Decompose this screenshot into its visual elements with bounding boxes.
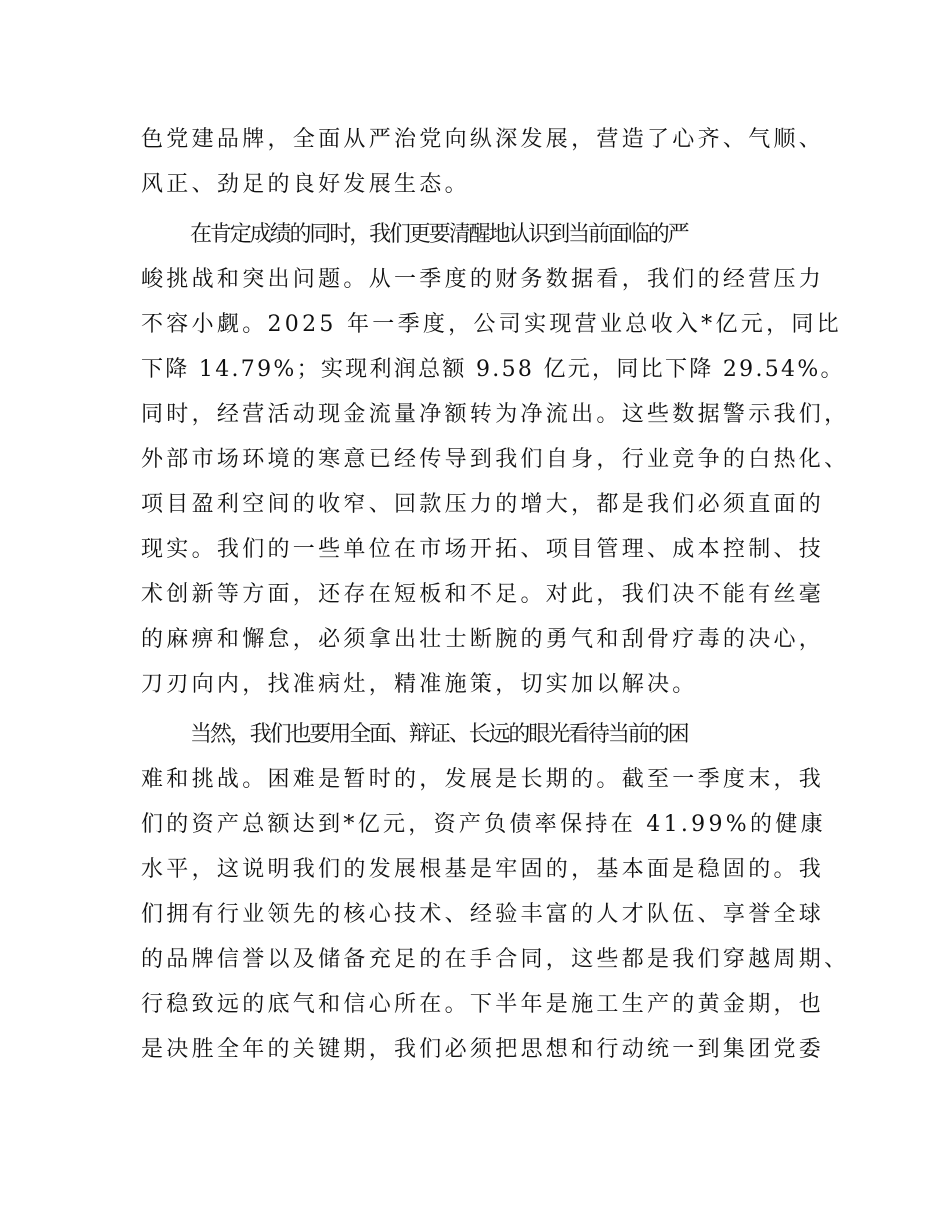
text-line: 在肯定成绩的同时，我们更要清醒地认识到当前面临的严	[190, 222, 688, 247]
text-line: 是决胜全年的关键期，我们必须把思想和行动统一到集团党委	[141, 1037, 825, 1062]
text-line: 不容小觑。2025 年一季度，公司实现营业总收入*亿元，同比	[141, 312, 842, 337]
text-line: 外部市场环境的寒意已经传导到我们自身，行业竞争的白热化、	[141, 447, 850, 472]
text-line: 行稳致远的底气和信心所在。下半年是施工生产的黄金期，也	[141, 992, 825, 1017]
text-line: 们拥有行业领先的核心技术、经验丰富的人才队伍、享誉全球	[141, 902, 825, 927]
text-line: 刀刃向内，找准病灶，精准施策，切实加以解决。	[141, 672, 698, 697]
text-line: 的麻痹和懈怠，必须拿出壮士断腕的勇气和刮骨疗毒的决心，	[141, 627, 825, 652]
text-line: 风正、劲足的良好发展生态。	[141, 172, 470, 197]
text-line: 色党建品牌，全面从严治党向纵深发展，营造了心齐、气顺、	[141, 127, 825, 152]
text-line: 同时，经营活动现金流量净额转为净流出。这些数据警示我们，	[141, 402, 850, 427]
text-line: 水平，这说明我们的发展根基是牢固的，基本面是稳固的。我	[141, 857, 825, 882]
text-line: 当然，我们也要用全面、辩证、长远的眼光看待当前的困	[190, 722, 688, 747]
text-line: 术创新等方面，还存在短板和不足。对此，我们决不能有丝毫	[141, 582, 825, 607]
text-line: 们的资产总额达到*亿元，资产负债率保持在 41.99%的健康	[141, 812, 826, 837]
text-line: 项目盈利空间的收窄、回款压力的增大，都是我们必须直面的	[141, 492, 825, 517]
text-line: 的品牌信誉以及储备充足的在手合同，这些都是我们穿越周期、	[141, 947, 850, 972]
text-line: 下降 14.79%；实现利润总额 9.58 亿元，同比下降 29.54%。	[141, 357, 845, 382]
text-line: 现实。我们的一些单位在市场开拓、项目管理、成本控制、技	[141, 537, 825, 562]
text-line: 难和挑战。困难是暂时的，发展是长期的。截至一季度末，我	[141, 767, 825, 792]
text-line: 峻挑战和突出问题。从一季度的财务数据看，我们的经营压力	[141, 267, 825, 292]
